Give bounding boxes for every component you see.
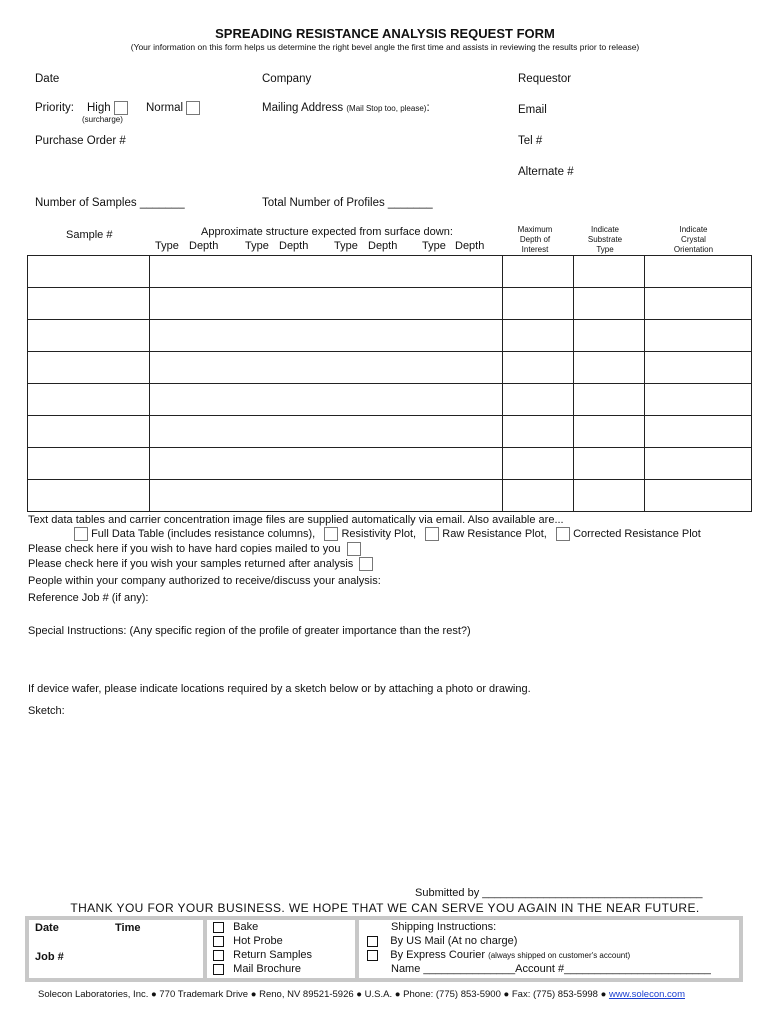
approx-structure-header: Approximate structure expected from surface down:: [201, 226, 453, 238]
substrate-cell[interactable]: [574, 416, 645, 448]
structure-cell[interactable]: [150, 480, 503, 512]
orientation-cell[interactable]: [645, 352, 752, 384]
max-depth-cell[interactable]: [503, 320, 574, 352]
hard-copies-label: Please check here if you wish to have hard copies mailed to you: [28, 542, 341, 555]
table-row: [28, 288, 752, 320]
email-label: Email: [518, 104, 547, 116]
raw-checkbox[interactable]: [425, 527, 439, 541]
structure-cell[interactable]: [150, 448, 503, 480]
max-depth-cell[interactable]: [503, 256, 574, 288]
normal-checkbox[interactable]: [186, 101, 200, 115]
normal-label: Normal: [146, 102, 184, 115]
form-subtitle: (Your information on this form helps us determine the right bevel angle the first time and assists in reviewing the results prior to release): [130, 42, 640, 52]
type-4: Type: [422, 240, 446, 252]
name-account-field: Name _______________Account #________________________: [391, 963, 711, 975]
bake-label: Bake: [233, 921, 259, 933]
hard-copies-row: [28, 542, 361, 556]
process-options-cell: [207, 920, 359, 978]
bake-checkbox[interactable]: [213, 922, 224, 933]
hard-copies-checkbox[interactable]: [347, 542, 361, 556]
orientation-line1: Indicate: [679, 225, 708, 234]
max-depth-line1: Maximum: [517, 225, 553, 234]
substrate-cell[interactable]: [574, 352, 645, 384]
date-job-cell: [29, 920, 207, 978]
orientation-line3: Orientation: [673, 245, 714, 254]
reference-job-label: Reference Job # (if any):: [28, 592, 149, 604]
shipping-cell: [359, 920, 739, 978]
office-time-label: Time: [115, 922, 141, 934]
max-depth-cell[interactable]: [503, 352, 574, 384]
priority-label: Priority:: [35, 102, 74, 114]
structure-cell[interactable]: [150, 320, 503, 352]
high-checkbox[interactable]: [114, 101, 128, 115]
structure-cell[interactable]: [150, 384, 503, 416]
company-address: [38, 989, 685, 1000]
sample-cell[interactable]: [28, 320, 150, 352]
sample-cell[interactable]: [28, 416, 150, 448]
substrate-line3: Type: [596, 245, 614, 254]
priority-high: [87, 101, 128, 115]
corrected-checkbox[interactable]: [556, 527, 570, 541]
type-depth-row: [155, 240, 484, 252]
sample-cell[interactable]: [28, 288, 150, 320]
sample-cell[interactable]: [28, 480, 150, 512]
max-depth-cell[interactable]: [503, 416, 574, 448]
max-depth-line3: Interest: [521, 245, 549, 254]
full-table-label: Full Data Table (includes resistance columns),: [91, 527, 316, 540]
depth-1: Depth: [189, 240, 219, 252]
hot-probe-checkbox[interactable]: [213, 936, 224, 947]
return-samples-row: [213, 949, 312, 961]
purchase-order-label: Purchase Order #: [35, 135, 126, 147]
type-2: Type: [245, 240, 269, 252]
max-depth-cell[interactable]: [503, 480, 574, 512]
alternate-label: Alternate #: [518, 166, 574, 178]
structure-cell[interactable]: [150, 288, 503, 320]
us-mail-label: By US Mail (At no charge): [390, 935, 518, 947]
sample-header: Sample #: [66, 229, 113, 241]
structure-cell[interactable]: [150, 352, 503, 384]
orientation-cell[interactable]: [645, 320, 752, 352]
orientation-cell[interactable]: [645, 288, 752, 320]
bake-row: [213, 921, 258, 933]
substrate-cell[interactable]: [574, 320, 645, 352]
substrate-cell[interactable]: [574, 480, 645, 512]
mail-brochure-row: [213, 963, 301, 975]
requestor-label: Requestor: [518, 73, 572, 85]
max-depth-cell[interactable]: [503, 448, 574, 480]
submitted-by-label: Submitted by ____________________________________: [415, 887, 703, 899]
orientation-cell[interactable]: [645, 416, 752, 448]
table-row: [28, 352, 752, 384]
type-1: Type: [155, 240, 179, 252]
form-title: SPREADING RESISTANCE ANALYSIS REQUEST FORM: [215, 26, 555, 41]
substrate-cell[interactable]: [574, 256, 645, 288]
express-note: (always shipped on customer's account): [488, 951, 631, 960]
us-mail-checkbox[interactable]: [367, 936, 378, 947]
date-label: Date: [35, 73, 60, 85]
structure-cell[interactable]: [150, 256, 503, 288]
special-instructions-label: Special Instructions: (Any specific region of the profile of greater importance than the rest?): [28, 625, 471, 637]
orientation-header: [640, 225, 747, 255]
return-samples-label: Return Samples: [233, 949, 313, 961]
table-row: [28, 384, 752, 416]
substrate-cell[interactable]: [574, 288, 645, 320]
office-job-label: Job #: [35, 951, 64, 963]
sample-table: [27, 255, 752, 512]
us-mail-row: [367, 935, 517, 947]
sample-cell[interactable]: [28, 256, 150, 288]
mail-brochure-checkbox[interactable]: [213, 964, 224, 975]
returned-label: Please check here if you wish your samples returned after analysis: [28, 557, 354, 570]
sketch-label: Sketch:: [28, 705, 65, 717]
depth-3: Depth: [368, 240, 398, 252]
max-depth-line2: Depth of: [519, 235, 551, 244]
mailing-note: (Mail Stop too, please): [346, 104, 427, 113]
sample-cell[interactable]: [28, 384, 150, 416]
hot-probe-row: [213, 935, 283, 947]
website-link[interactable]: www.solecon.com: [608, 989, 685, 1000]
hot-probe-label: Hot Probe: [233, 935, 283, 947]
depth-2: Depth: [279, 240, 309, 252]
max-depth-header: [500, 225, 570, 255]
depth-4: Depth: [455, 240, 485, 252]
report-options: [74, 527, 701, 541]
express-row: [367, 949, 630, 961]
orientation-cell[interactable]: [645, 480, 752, 512]
returned-row: [28, 557, 373, 571]
resistivity-checkbox[interactable]: [324, 527, 338, 541]
table-row: [28, 480, 752, 512]
orientation-cell[interactable]: [645, 384, 752, 416]
tel-label: Tel #: [518, 135, 543, 147]
corrected-label: Corrected Resistance Plot: [573, 527, 701, 540]
mailing-address-label: [262, 102, 430, 114]
orientation-cell[interactable]: [645, 256, 752, 288]
thank-you-message: THANK YOU FOR YOUR BUSINESS. WE HOPE THAT WE CAN SERVE YOU AGAIN IN THE NEAR FUTURE.: [70, 901, 700, 915]
number-of-samples-label: Number of Samples _______: [35, 197, 185, 209]
max-depth-cell[interactable]: [503, 384, 574, 416]
sample-cell[interactable]: [28, 352, 150, 384]
table-row: [28, 448, 752, 480]
table-row: [28, 416, 752, 448]
table-row: [28, 320, 752, 352]
priority-normal: [146, 101, 200, 115]
office-date-label: Date: [35, 922, 59, 934]
mail-brochure-label: Mail Brochure: [233, 963, 302, 975]
resistivity-label: Resistivity Plot,: [341, 527, 417, 540]
authorized-people-label: People within your company authorized to receive/discuss your analysis:: [28, 575, 381, 587]
orientation-line2: Crystal: [681, 235, 706, 244]
express-label: By Express Courier: [390, 949, 485, 961]
orientation-cell[interactable]: [645, 448, 752, 480]
substrate-cell[interactable]: [574, 384, 645, 416]
office-use-box: [25, 916, 743, 982]
table-row: [28, 256, 752, 288]
full-table-checkbox[interactable]: [74, 527, 88, 541]
type-3: Type: [334, 240, 358, 252]
substrate-line1: Indicate: [590, 225, 620, 234]
options-intro: Text data tables and carrier concentration image files are supplied automatically via email. Also available are...: [28, 514, 564, 526]
mailing-text: Mailing Address: [262, 102, 344, 114]
address-text: Solecon Laboratories, Inc. ● 770 Trademark Drive ● Reno, NV 89521-5926 ● U.S.A. ● Phone: (775) 853-5900 ● Fax: (775) 853-5998 ●: [38, 989, 607, 1000]
device-wafer-label: If device wafer, please indicate locations required by a sketch below or by attaching a photo or drawing.: [28, 683, 531, 695]
express-checkbox[interactable]: [367, 950, 378, 961]
shipping-instructions-label: Shipping Instructions:: [391, 921, 497, 933]
mailing-colon: :: [426, 102, 430, 114]
substrate-cell[interactable]: [574, 448, 645, 480]
raw-label: Raw Resistance Plot,: [442, 527, 547, 540]
high-label: High: [87, 102, 111, 115]
substrate-line2: Substrate: [587, 235, 623, 244]
substrate-header: [570, 225, 640, 255]
max-depth-cell[interactable]: [503, 288, 574, 320]
sample-cell[interactable]: [28, 448, 150, 480]
returned-checkbox[interactable]: [359, 557, 373, 571]
company-label: Company: [262, 73, 312, 85]
return-samples-checkbox[interactable]: [213, 950, 224, 961]
structure-cell[interactable]: [150, 416, 503, 448]
total-profiles-label: Total Number of Profiles _______: [262, 197, 433, 209]
surcharge-note: (surcharge): [82, 115, 123, 124]
